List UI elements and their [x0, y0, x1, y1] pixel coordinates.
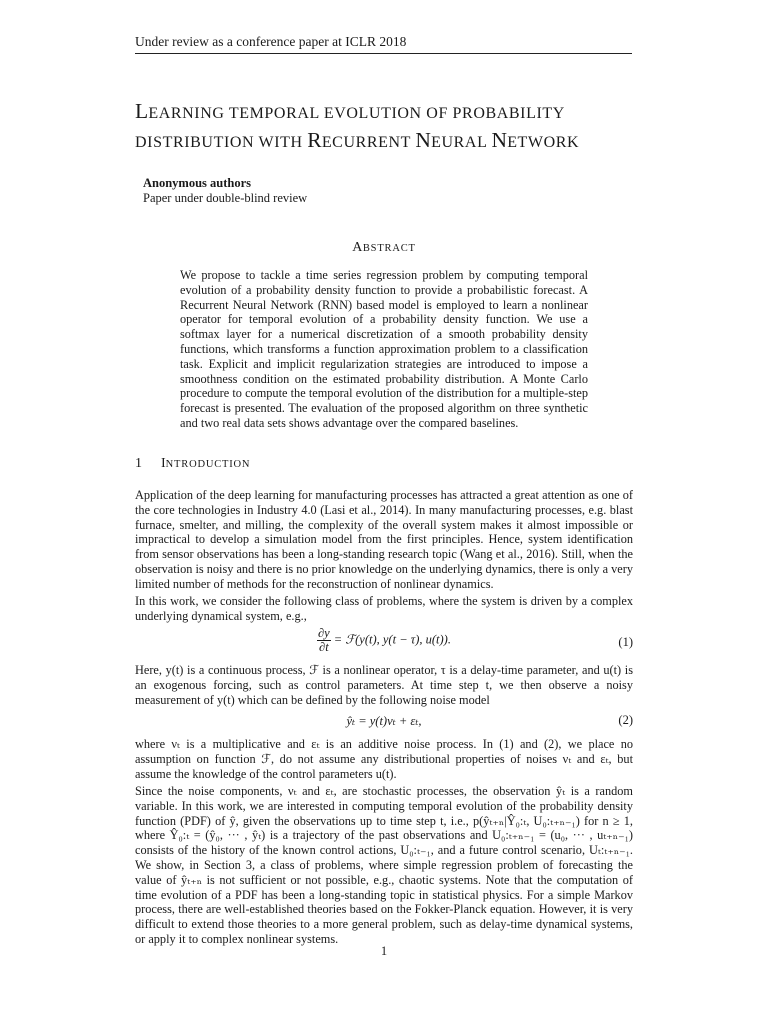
paragraph-2: In this work, we consider the following class of problems, where the system is driven by a complex underlying dynamical system, e.g., [135, 594, 633, 623]
equation-1-rhs: = ℱ(y(t), y(t − τ), u(t)). [333, 632, 451, 647]
equation-1-label: (1) [618, 635, 633, 649]
page-number: 1 [380, 944, 388, 958]
paragraph-5: Since the noise components, νₜ and εₜ, are stochastic processes, the observation ŷₜ is a random variable. In this work, we are interested in computing temporal evolution of the probability density function (PDF) of ŷ, given the observations up to time step t, i.e., p(ŷₜ₊ₙ|Ŷ₀:ₜ, U₀:ₜ₊ₙ₋₁) for n ≥ 1, where Ŷ₀:ₜ = (ŷ₀, ··· , ŷₜ) is a trajectory of the past observations and U₀:ₜ₊ₙ₋₁ = (u₀, ··· , uₜ₊ₙ₋₁) consists of the history of the known control actions, U₀:ₜ₋₁, and a future control scenario, Uₜ:ₜ₊ₙ₋₁. We show, in Section 3, a class of problems, where simple regression problem of forecasting the value of ŷₜ₊ₙ is not sufficient or not possible, e.g., chaotic systems. Note that the computation of time evolution of a PDF has been a long-standing topic in statistical physics. For a simple Markov process, there are well-established theories based on the Fokker-Planck equation. However, it is very difficult to extend those theories to a more general problem, such as delay-time dynamical systems, or apply it to complex nonlinear systems. [135, 784, 633, 946]
paragraph-1: Application of the deep learning for manufacturing processes has attracted a great attention as one of the core technologies in Industry 4.0 (Lasi et al., 2014). In many manufacturing processes, e.g. blast furnace, smelter, and milling, the complexity of the overall system makes it almost impossible or impractical to develop a simulation model from the first principles. Hence, system identification from sensor observations has been a long-standing research topic (Wang et al., 2016). Still, when the observation is noisy and there is no prior knowledge on the underlying dynamics, there is only a very limited number of methods for the reconstruction of nonlinear dynamics. [135, 488, 633, 591]
paper-title [135, 98, 645, 156]
equation-2 [135, 713, 633, 729]
title-line-2: DISTRIBUTION WITH RECURRENT NEURAL NETWORK [135, 128, 580, 152]
equation-2-expr: ŷₜ = y(t)νₜ + εₜ, [346, 714, 422, 728]
title-line-1: LEARNING TEMPORAL EVOLUTION OF PROBABILITY [135, 99, 565, 123]
author-name: Anonymous authors [143, 176, 252, 190]
abstract-text: We propose to tackle a time series regression problem by computing temporal evolution of a probability density function to provide a probabilistic forecast. A Recurrent Neural Network (RNN) based model is employed to learn a nonlinear operator for temporal evolution of a probability density function. We use a softmax layer for a numerical discretization of a smooth probability density functions, which transforms a function approximation problem to a classification task. Explicit and implicit regularization strategies are introduced to impose a smoothness condition on the estimated probability distribution. A Monte Carlo procedure to compute the temporal evolution of the distribution for a multiple-step forecast is presented. The evaluation of the proposed algorithm on three synthetic and two real data sets shows advantage over the compared baselines. [180, 268, 588, 430]
author-block [143, 176, 307, 206]
section-heading-introduction: 1 INTRODUCTION [135, 456, 251, 471]
section-number: 1 [135, 456, 142, 471]
equation-2-label: (2) [618, 713, 633, 727]
paragraph-4: where νₜ is a multiplicative and εₜ is an additive noise process. In (1) and (2), we place no assumption on function ℱ, do not assume any distributional properties of noises νₜ and εₜ, but assume the knowledge of the control parameters u(t). [135, 737, 633, 781]
review-note: Paper under double-blind review [143, 191, 308, 205]
running-header: Under review as a conference paper at ICLR 2018 [135, 34, 632, 54]
abstract-heading: ABSTRACT [352, 240, 416, 255]
equation-1 [135, 627, 633, 657]
partial-derivative: $\frac{\partial y}{\partial t}$ [318, 626, 330, 654]
paragraph-3: Here, y(t) is a continuous process, ℱ is a nonlinear operator, τ is a delay-time parameter, and u(t) is an exogenous forcing, such as control parameters. At time step t, we then observe a noisy measurement of y(t) which can be defined by the following noise model [135, 663, 633, 707]
